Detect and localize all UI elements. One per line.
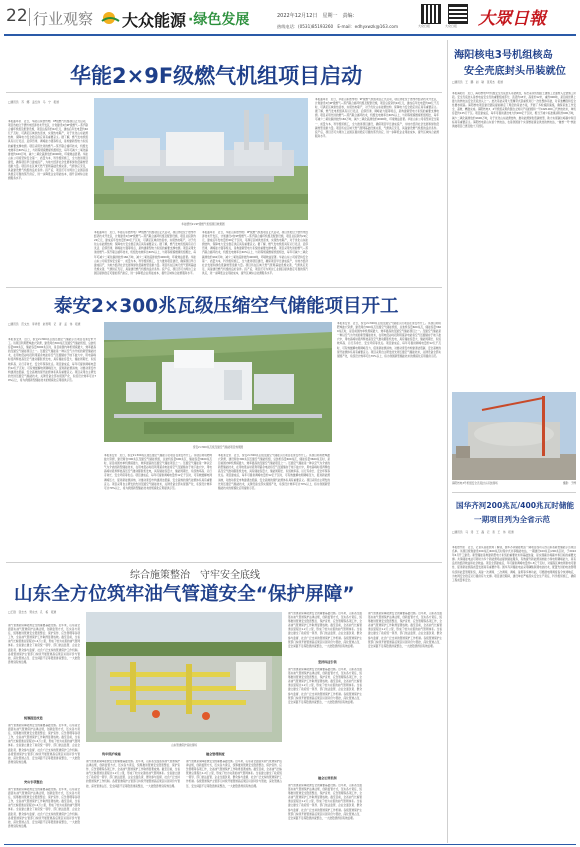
article-body: 本报德州讯 近日，记者从省能源局了解到，国华齐河储能电站一期项目成功入选山东省新型储能示范项目名单。该项目规划建设200兆瓦/400兆瓦时集中式共享储能电站，一期建设100兆瓦/200兆瓦时，于2022年6月开工建设。新型储能是构建新型电力系统的重要技术和基础装备，是实现碳达峰碳中和目标的重要支撑。共享储能电站可同时为多个新能源场站提供储能服务，有效提升新能源消纳能力和电网调峰能力，具有良好的经济效益和社会效益。项目全部建成后，年可提供调峰电量约1.3亿千瓦时，对提高区域电网供电可靠性、促进新能源高质量发展具有重要作用。国华齐河储能电站采用磷酸铁锂电池技术，配置先进的电池管理系统和能量管理系统，具备一次调频、二次调频、调峰、备用等多种功能，可根据电网调度指令快速响应，为电网安全稳定运行提供有力支撑。项目建设期间，建设单位严格落实安全生产责任，科学组织施工，确保工程质量和安全。 xyxy=(452,546,576,582)
issue-date: 2022年12月12日 星期一 责编： xyxy=(277,13,358,19)
masthead-divider xyxy=(29,8,30,26)
article-body: 油气管道是保障能源安全的重要基础设施。近年来，山东省全面落实油气管道保护法律法规，创新监管方式，压实各方责任，统筹推进管道安全隐患整治、保护宣传、应急管理等各项工作，全省油气管道保护工作取得显著成效。截至目前，全省油气长输管道总里程达1.2万公里，形成了较为完善的油气管网体系。全省建立健全了政府统一领导、部门依法监管、企业全面负责、群众参与监督、社会广泛支持的管道保护工作机制。各级管道保护主管部门持续开展管道高后果区识别评价与管控，深化管道占压、安全间距不足等隐患排查整治，一大批隐患得到有效治理。 xyxy=(288,668,362,704)
brand-title: 大众能源 xyxy=(122,11,187,30)
hotline: 热线电话：(0531)85193260 E-mail：edhyxwzk@163.com xyxy=(277,24,399,29)
photo-power-plant xyxy=(94,98,308,220)
article-body: 本报泰安讯 近日，泰安2×300兆瓦级压缩空气储能示范项目在泰安市开工。该项目利用肥城盐穴资源，建设两台300兆瓦压缩空气储能机组，总装机容量600兆瓦，储能容量3600兆瓦时，是目前国内单机规模最大、效率最高的压缩空气储能项目之一。压缩空气储能是一种以空气为介质的新型储能技术，在用电低谷时段利用富余电能将空气压缩储存于地下盐穴中，用电高峰时段再释放高压空气推动膨胀机发电，具有储能容量大、储能周期长、系统效率高、运行寿命长、安全环保等优点。项目建成后，每年可提供调峰电量约12亿千瓦时，可有效缓解电网调峰压力，促进新能源消纳，对推动泰安市构建清洁低碳、安全高效的现代能源体系具有重要意义。项目采用自主研发的先进压缩空气储能技术，关键设备全部实现国产化，系统设计效率可达70%以上，将为我国新型储能技术的规模化应用提供示范。 xyxy=(218,454,330,490)
article-body: 油气管道是保障能源安全的重要基础设施。近年来，山东省全面落实油气管道保护法律法规，创新监管方式，压实各方责任，统筹推进管道安全隐患整治、保护宣传、应急管理等各项工作，全省油气管道保护工作取得显著成效。截至目前，全省油气长输管道总里程达1.2万公里，形成了较为完善的油气管网体系。全省建立健全了政府统一领导、部门依法监管、企业全面负责、群众参与监督、社会广泛支持的管道保护工作机制。各级管道保护主管部门持续开展管道高后果区识别评价与管控，深化管道占压、安全间距不足等隐患排查整治，一大批隐患得到有效治理。 xyxy=(368,612,442,648)
headline-underline xyxy=(6,92,442,93)
byline: □通讯员 王 鹏 赵 敏 张英杰 报道 xyxy=(452,80,503,84)
photo-pipeline-station xyxy=(86,612,282,742)
article-body: 本报泰安讯 近日，泰安2×300兆瓦级压缩空气储能示范项目在泰安市开工。该项目利用肥城盐穴资源，建设两台300兆瓦压缩空气储能机组，总装机容量600兆瓦，储能容量3600兆瓦时，是目前国内单机规模最大、效率最高的压缩空气储能项目之一。压缩空气储能是一种以空气为介质的新型储能技术，在用电低谷时段利用富余电能将空气压缩储存于地下盐穴中，用电高峰时段再释放高压空气推动膨胀机发电，具有储能容量大、储能周期长、系统效率高、运行寿命长、安全环保等优点。项目建成后，每年可提供调峰电量约12亿千瓦时，可有效缓解电网调峰压力，促进新能源消纳，对推动泰安市构建清洁低碳、安全高效的现代能源体系具有重要意义。项目采用自主研发的先进压缩空气储能技术，关键设备全部实现国产化，系统设计效率可达70%以上，将为我国新型储能技术的规模化应用提供示范。 xyxy=(337,322,441,358)
qr-label: 大众日报 xyxy=(445,24,458,28)
photo-caption: 山东管道保护巡检现场 xyxy=(171,744,197,747)
photo-nuclear-lift xyxy=(452,392,576,480)
subhead: 统筹推进改造 xyxy=(24,716,43,720)
brand-subtitle: ·绿色发展 xyxy=(188,12,250,28)
photo-storage-project xyxy=(104,322,332,442)
article-body: 本报曲阜讯 近日，华能山东德州电厂9F级燃气机组项目正式启动，项目选址位于德州市经济技术开发区，计划建设2台9F级燃气—蒸汽联合循环机组及配套设施，项目总投资约22亿元，建成后年发电量约40亿千瓦时，可满足区域供热需求，实现热电联产，对于优化山东能源结构、保障电力安全稳定供应具有重要意义。据了解，燃气发电机组具有运行灵活、启停迅速、调峰能力强等特点，是构建新型电力系统的重要支撑电源。项目采用先进的燃气—蒸汽联合循环技术，机组发电效率达60%以上，与同等规模燃煤机组相比，每年可减少二氧化碳排放约160万吨、减少二氧化硫排放约4000吨，环境效益显著。华能山东公司将坚持安全第一、质量为本，科学组织施工，全力推进项目建设，确保项目早日建成投产，为地方经济社会发展和绿色低碳转型贡献力量。项目所在区域天然气管网基础设施完善，气源供应充足，具备建设燃气机组的良好条件。投产后，项目还可为周边工业园区提供稳定可靠的蒸汽供应，进一步降低企业用能成本，提升区域综合能源服务水平。 xyxy=(315,98,439,138)
headline-haiyang-2: 安全壳底封头吊装就位 xyxy=(464,66,566,77)
article-body: 油气管道是保障能源安全的重要基础设施。近年来，山东省全面落实油气管道保护法律法规，创新监管方式，压实各方责任，统筹推进管道安全隐患整治、保护宣传、应急管理等各项工作，全省油气管道保护工作取得显著成效。截至目前，全省油气长输管道总里程达1.2万公里，形成了较为完善的油气管网体系。全省建立健全了政府统一领导、部门依法监管、企业全面负责、群众参与监督、社会广泛支持的管道保护工作机制。各级管道保护主管部门持续开展管道高后果区识别评价与管控，深化管道占压、安全间距不足等隐患排查整治，一大批隐患得到有效治理。 xyxy=(288,784,362,820)
article-body: 油气管道是保障能源安全的重要基础设施。近年来，山东省全面落实油气管道保护法律法规，创新监管方式，压实各方责任，统筹推进管道安全隐患整治、保护宣传、应急管理等各项工作，全省油气管道保护工作取得显著成效。截至目前，全省油气长输管道总里程达1.2万公里，形成了较为完善的油气管网体系。全省建立健全了政府统一领导、部门依法监管、企业全面负责、群众参与监督、社会广泛支持的管道保护工作机制。各级管道保护主管部门持续开展管道高后果区识别评价与管控，深化管道占压、安全间距不足等隐患排查整治，一大批隐患得到有效治理。 xyxy=(186,760,282,788)
subhead: 突出专项整治 xyxy=(24,780,43,784)
article-body: 油气管道是保障能源安全的重要基础设施。近年来，山东省全面落实油气管道保护法律法规，创新监管方式，压实各方责任，统筹推进管道安全隐患整治、保护宣传、应急管理等各项工作，全省油气管道保护工作取得显著成效。截至目前，全省油气长输管道总里程达1.2万公里，形成了较为完善的油气管网体系。全省建立健全了政府统一领导、部门依法监管、企业全面负责、群众参与监督、社会广泛支持的管道保护工作机制。各级管道保护主管部门持续开展管道高后果区识别评价与管控，深化管道占压、安全间距不足等隐患排查整治，一大批隐患得到有效治理。 xyxy=(288,612,362,648)
section-label: 行业观察 xyxy=(33,10,94,28)
headline-pipeline: 山东全方位筑牢油气管道安全“保护屏障” xyxy=(14,584,355,605)
article-body: 本报曲阜讯 近日，华能山东德州电厂9F级燃气机组项目正式启动，项目选址位于德州市经济技术开发区，计划建设2台9F级燃气—蒸汽联合循环机组及配套设施，项目总投资约22亿元，建成后年发电量约40亿千瓦时，可满足区域供热需求，实现热电联产，对于优化山东能源结构、保障电力安全稳定供应具有重要意义。据了解，燃气发电机组具有运行灵活、启停迅速、调峰能力强等特点，是构建新型电力系统的重要支撑电源。项目采用先进的燃气—蒸汽联合循环技术，机组发电效率达60%以上，与同等规模燃煤机组相比，每年可减少二氧化碳排放约160万吨、减少二氧化硫排放约4000吨，环境效益显著。华能山东公司将坚持安全第一、质量为本，科学组织施工，全力推进项目建设，确保项目早日建成投产，为地方经济社会发展和绿色低碳转型贡献力量。项目所在区域天然气管网基础设施完善，气源供应充足，具备建设燃气机组的良好条件。投产后，项目还可为周边工业园区提供稳定可靠的蒸汽供应，进一步降低企业用能成本，提升区域综合能源服务水平。 xyxy=(8,120,88,181)
page-bottom-rule xyxy=(4,844,576,845)
section-divider xyxy=(452,492,576,493)
byline: □通讯员 范文杰 李祥君 赵雪明 记 者 孟 伟 报道 xyxy=(8,322,81,326)
article-body: 油气管道是保障能源安全的重要基础设施。近年来，山东省全面落实油气管道保护法律法规，创新监管方式，压实各方责任，统筹推进管道安全隐患整治、保护宣传、应急管理等各项工作，全省油气管道保护工作取得显著成效。截至目前，全省油气长输管道总里程达1.2万公里，形成了较为完善的油气管网体系。全省建立健全了政府统一领导、部门依法监管、企业全面负责、群众参与监督、社会广泛支持的管道保护工作机制。各级管道保护主管部门持续开展管道高后果区识别评价与管控，深化管道占压、安全间距不足等隐患排查整治，一大批隐患得到有效治理。 xyxy=(86,760,180,788)
kicker: 综合施策整治 守牢安全底线 xyxy=(130,570,260,581)
photo-caption: 华能德州2×9F级燃气机组项目效果图 xyxy=(181,223,225,226)
byline: □通讯员 马 涛 王 磊 记 者 王 伟 报道 xyxy=(452,530,514,534)
article-body: 油气管道是保障能源安全的重要基础设施。近年来，山东省全面落实油气管道保护法律法规，创新监管方式，压实各方责任，统筹推进管道安全隐患整治、保护宣传、应急管理等各项工作，全省油气管道保护工作取得显著成效。截至目前，全省油气长输管道总里程达1.2万公里，形成了较为完善的油气管网体系。全省建立健全了政府统一领导、部门依法监管、企业全面负责、群众参与监督、社会广泛支持的管道保护工作机制。各级管道保护主管部门持续开展管道高后果区识别评价与管控，深化管道占压、安全间距不足等隐患排查整治，一大批隐患得到有效治理。 xyxy=(8,724,80,764)
byline: □王尉 张志杰 贾永杰 孔 栋 报道 xyxy=(8,610,57,614)
article-body: 本报泰安讯 近日，泰安2×300兆瓦级压缩空气储能示范项目在泰安市开工。该项目利用肥城盐穴资源，建设两台300兆瓦压缩空气储能机组，总装机容量600兆瓦，储能容量3600兆瓦时，是目前国内单机规模最大、效率最高的压缩空气储能项目之一。压缩空气储能是一种以空气为介质的新型储能技术，在用电低谷时段利用富余电能将空气压缩储存于地下盐穴中，用电高峰时段再释放高压空气推动膨胀机发电，具有储能容量大、储能周期长、系统效率高、运行寿命长、安全环保等优点。项目建成后，每年可提供调峰电量约12亿千瓦时，可有效缓解电网调峰压力，促进新能源消纳，对推动泰安市构建清洁低碳、安全高效的现代能源体系具有重要意义。项目采用自主研发的先进压缩空气储能技术，关键设备全部实现国产化，系统设计效率可达70%以上，将为我国新型储能技术的规模化应用提供示范。 xyxy=(8,338,96,382)
photo-caption: 泰安2×300兆瓦级压缩空气储能项目效果图 xyxy=(192,446,244,449)
masthead-rule xyxy=(4,34,576,36)
photo-caption: 海阳核电3号机组安全壳底封头吊装现场 xyxy=(452,482,498,485)
qr-label: 大众日报 xyxy=(418,24,431,28)
subhead: 健全管理制度 xyxy=(206,752,225,756)
headline-guohua-2: 一期项目列为全省示范 xyxy=(474,515,550,524)
article-body: 本报海阳讯 近日，海阳核电3号机组安全壳底封头吊装就位，标志着该机组由土建施工全面转入安装施工阶段。安全壳底封头是核电站安全壳的重要组成部分，直径约43米，高度约12米，重约900吨，是目前世界上最大的核电站安全壳底封头之一。此次吊装采用大型履带式起重机进行一次性整体吊装，对吊装精度和安全性要求极高。海阳核电项目建设团队提前制定了周密的吊装方案，开展了多轮模拟演练，确保吊装工作安全、高效、精准完成。海阳核电3、4号机组采用我国自主知识产权的国和一号CAP1000三代核电技术，单机容量约125万千瓦。项目建成后，每年可提供清洁电力约200亿千瓦时，相当于减少标准煤消耗约600万吨，减少二氧化碳排放约1600万吨，对于优化山东能源结构、推动能源绿色低碳转型、助力实现碳达峰碳中和目标具有重要意义。海阳核电是山东首个核电站，也是我国首个实现核能商业供热的核电站，“暖核一号”核能供暖项目已惠及数十万居民。 xyxy=(452,92,576,128)
section-divider xyxy=(6,287,442,288)
masthead xyxy=(0,0,580,42)
qr-code-icon[interactable] xyxy=(448,4,468,24)
headline-taian: 泰安2×300兆瓦级压缩空气储能项目开工 xyxy=(54,296,399,317)
article-body: 油气管道是保障能源安全的重要基础设施。近年来，山东省全面落实油气管道保护法律法规，创新监管方式，压实各方责任，统筹推进管道安全隐患整治、保护宣传、应急管理等各项工作，全省油气管道保护工作取得显著成效。截至目前，全省油气长输管道总里程达1.2万公里，形成了较为完善的油气管网体系。全省建立健全了政府统一领导、部门依法监管、企业全面负责、群众参与监督、社会广泛支持的管道保护工作机制。各级管道保护主管部门持续开展管道高后果区识别评价与管控，深化管道占压、安全间距不足等隐患排查整治，一大批隐患得到有效治理。 xyxy=(8,624,80,664)
headline-huaneng: 华能2×9F级燃气机组项目启动 xyxy=(70,64,363,88)
section-divider xyxy=(6,562,442,563)
photo-credit: 摄影：于博 xyxy=(563,482,576,485)
article-body: 油气管道是保障能源安全的重要基础设施。近年来，山东省全面落实油气管道保护法律法规，创新监管方式，压实各方责任，统筹推进管道安全隐患整治、保护宣传、应急管理等各项工作，全省油气管道保护工作取得显著成效。截至目前，全省油气长输管道总里程达1.2万公里，形成了较为完善的油气管网体系。全省建立健全了政府统一领导、部门依法监管、企业全面负责、群众参与监督、社会广泛支持的管道保护工作机制。各级管道保护主管部门持续开展管道高后果区识别评价与管控，深化管道占压、安全间距不足等隐患排查整治，一大批隐患得到有效治理。 xyxy=(8,788,80,828)
headline-haiyang-1: 海阳核电3号机组核岛 xyxy=(454,50,553,61)
byline: □通讯员 苏 娜 孟红伟 马 宁 报道 xyxy=(8,100,59,104)
subhead: 筑牢保护城墙 xyxy=(102,752,121,756)
subhead: 健全长效机制 xyxy=(318,776,337,780)
newspaper-logo: 大眾日報 xyxy=(478,9,546,29)
article-body: 本报曲阜讯 近日，华能山东德州电厂9F级燃气机组项目正式启动，项目选址位于德州市经济技术开发区，计划建设2台9F级燃气—蒸汽联合循环机组及配套设施，项目总投资约22亿元，建成后年发电量约40亿千瓦时，可满足区域供热需求，实现热电联产，对于优化山东能源结构、保障电力安全稳定供应具有重要意义。据了解，燃气发电机组具有运行灵活、启停迅速、调峰能力强等特点，是构建新型电力系统的重要支撑电源。项目采用先进的燃气—蒸汽联合循环技术，机组发电效率达60%以上，与同等规模燃煤机组相比，每年可减少二氧化碳排放约160万吨、减少二氧化硫排放约4000吨，环境效益显著。华能山东公司将坚持安全第一、质量为本，科学组织施工，全力推进项目建设，确保项目早日建成投产，为地方经济社会发展和绿色低碳转型贡献力量。项目所在区域天然气管网基础设施完善，气源供应充足，具备建设燃气机组的良好条件。投产后，项目还可为周边工业园区提供稳定可靠的蒸汽供应，进一步降低企业用能成本，提升区域综合能源服务水平。 xyxy=(94,231,196,275)
article-body: 本报曲阜讯 近日，华能山东德州电厂9F级燃气机组项目正式启动，项目选址位于德州市经济技术开发区，计划建设2台9F级燃气—蒸汽联合循环机组及配套设施，项目总投资约22亿元，建成后年发电量约40亿千瓦时，可满足区域供热需求，实现热电联产，对于优化山东能源结构、保障电力安全稳定供应具有重要意义。据了解，燃气发电机组具有运行灵活、启停迅速、调峰能力强等特点，是构建新型电力系统的重要支撑电源。项目采用先进的燃气—蒸汽联合循环技术，机组发电效率达60%以上，与同等规模燃煤机组相比，每年可减少二氧化碳排放约160万吨、减少二氧化硫排放约4000吨，环境效益显著。华能山东公司将坚持安全第一、质量为本，科学组织施工，全力推进项目建设，确保项目早日建成投产，为地方经济社会发展和绿色低碳转型贡献力量。项目所在区域天然气管网基础设施完善，气源供应充足，具备建设燃气机组的良好条件。投产后，项目还可为周边工业园区提供稳定可靠的蒸汽供应，进一步降低企业用能成本，提升区域综合能源服务水平。 xyxy=(202,231,308,275)
headline-guohua-1: 国华齐河200兆瓦/400兆瓦时储能 xyxy=(456,501,575,510)
sun-logo-icon xyxy=(100,9,120,25)
qr-code-icon[interactable] xyxy=(421,4,441,24)
article-body: 本报泰安讯 近日，泰安2×300兆瓦级压缩空气储能示范项目在泰安市开工。该项目利用肥城盐穴资源，建设两台300兆瓦压缩空气储能机组，总装机容量600兆瓦，储能容量3600兆瓦时，是目前国内单机规模最大、效率最高的压缩空气储能项目之一。压缩空气储能是一种以空气为介质的新型储能技术，在用电低谷时段利用富余电能将空气压缩储存于地下盐穴中，用电高峰时段再释放高压空气推动膨胀机发电，具有储能容量大、储能周期长、系统效率高、运行寿命长、安全环保等优点。项目建成后，每年可提供调峰电量约12亿千瓦时，可有效缓解电网调峰压力，促进新能源消纳，对推动泰安市构建清洁低碳、安全高效的现代能源体系具有重要意义。项目采用自主研发的先进压缩空气储能技术，关键设备全部实现国产化，系统设计效率可达70%以上，将为我国新型储能技术的规模化应用提供示范。 xyxy=(104,454,212,490)
page-number: 22 xyxy=(6,6,28,26)
subhead: 坚持科技引领 xyxy=(318,660,337,664)
column-divider xyxy=(447,40,448,843)
